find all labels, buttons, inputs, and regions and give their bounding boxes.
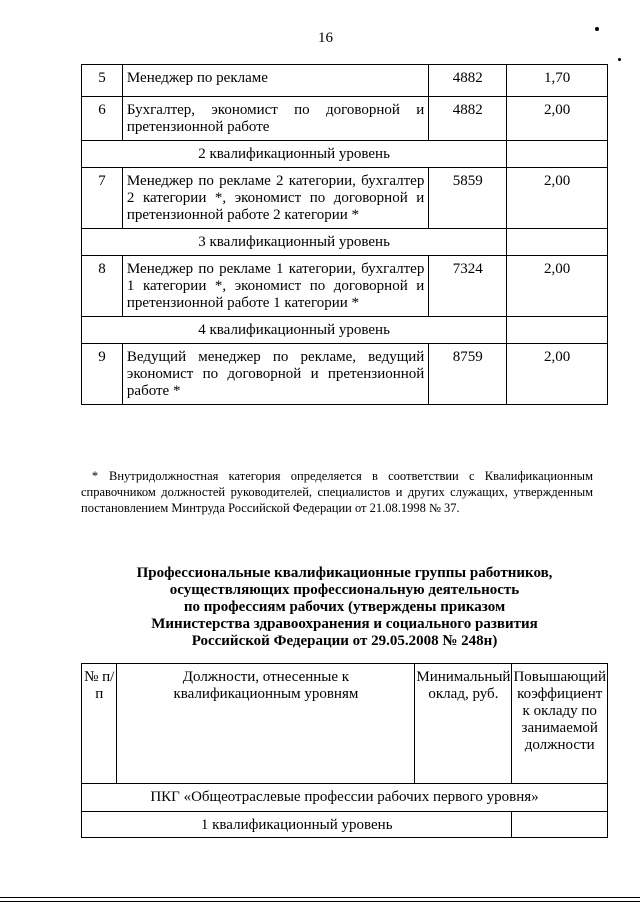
table-header-row (82, 664, 608, 784)
footnote (81, 468, 593, 516)
level-row (82, 812, 608, 838)
qualification-level-label: 2 квалификационный уровень (82, 141, 507, 168)
position-description: Менеджер по рекламе 1 категории, бухгалтер 1 категории *, экономист по договорной и претензионной работе 1 категории * (122, 256, 428, 317)
table-row (82, 344, 608, 405)
row-number: 5 (82, 65, 123, 97)
empty-cell (507, 229, 608, 256)
coefficient: 2,00 (507, 344, 608, 405)
minimum-salary: 8759 (429, 344, 507, 405)
coefficient: 2,00 (507, 168, 608, 229)
position-description: Менеджер по рекламе 2 категории, бухгалтер 2 категории *, экономист по договорной и претензионной работе 2 категории * (122, 168, 428, 229)
scan-edge-line (0, 901, 640, 902)
row-number: 7 (82, 168, 123, 229)
section-title-line: осуществляющих профессиональную деятельность (169, 582, 520, 598)
table-row (82, 65, 608, 97)
empty-cell (512, 812, 608, 838)
header-minimum-salary: Минимальный оклад, руб. (415, 664, 512, 784)
qualification-level-label: 1 квалификационный уровень (82, 812, 512, 838)
level-row (82, 229, 608, 256)
qualification-level-label: 3 квалификационный уровень (82, 229, 507, 256)
footnote-text: Внутридолжностная категория определяется в соответствии с Квалификационным справочником должностей руководителей, специалистов и других служащих, утвержденным постановлением Минтруда Российской Федерации от 21.08.1998 № 37. (81, 469, 593, 515)
minimum-salary: 5859 (429, 168, 507, 229)
section-title-line: Российской Федерации от 29.05.2008 № 248н) (191, 633, 498, 649)
minimum-salary: 4882 (429, 65, 507, 97)
header-number: № п/п (82, 664, 117, 784)
pkg-title: ПКГ «Общеотраслевые профессии рабочих первого уровня» (82, 784, 608, 812)
pkg-row (82, 784, 608, 812)
table-row (82, 168, 608, 229)
level-row (82, 317, 608, 344)
footnote-marker: * (91, 469, 99, 483)
row-number: 8 (82, 256, 123, 317)
header-positions: Должности, отнесенные к квалификационным уровням (117, 664, 415, 784)
level-row (82, 141, 608, 168)
position-description: Бухгалтер, экономист по договорной и претензионной работе (122, 97, 428, 141)
section-title-line: по профессиям рабочих (утверждены приказом (183, 599, 506, 615)
coefficient: 2,00 (507, 256, 608, 317)
table-row (82, 256, 608, 317)
section-title-line: Профессиональные квалификационные группы работников, (136, 565, 553, 581)
minimum-salary: 4882 (429, 97, 507, 141)
table-row (82, 97, 608, 141)
empty-cell (507, 317, 608, 344)
scan-mark (618, 58, 621, 61)
position-description: Ведущий менеджер по рекламе, ведущий экономист по договорной и претензионной работе * (122, 344, 428, 405)
qualification-level-label: 4 квалификационный уровень (82, 317, 507, 344)
salary-coefficient-table (81, 64, 608, 405)
scan-edge-line (0, 897, 640, 898)
coefficient: 1,70 (507, 65, 608, 97)
minimum-salary: 7324 (429, 256, 507, 317)
header-coefficient: Повышающий коэффициент к окладу по занимаемой должности (512, 664, 608, 784)
coefficient: 2,00 (507, 97, 608, 141)
position-description: Менеджер по рекламе (122, 65, 428, 97)
section-title (81, 565, 608, 650)
section-title-line: Министерства здравоохранения и социального развития (151, 616, 538, 632)
row-number: 6 (82, 97, 123, 141)
page-number: 16 (318, 30, 333, 46)
worker-qualification-table (81, 663, 608, 838)
empty-cell (507, 141, 608, 168)
scan-mark (595, 27, 599, 31)
row-number: 9 (82, 344, 123, 405)
